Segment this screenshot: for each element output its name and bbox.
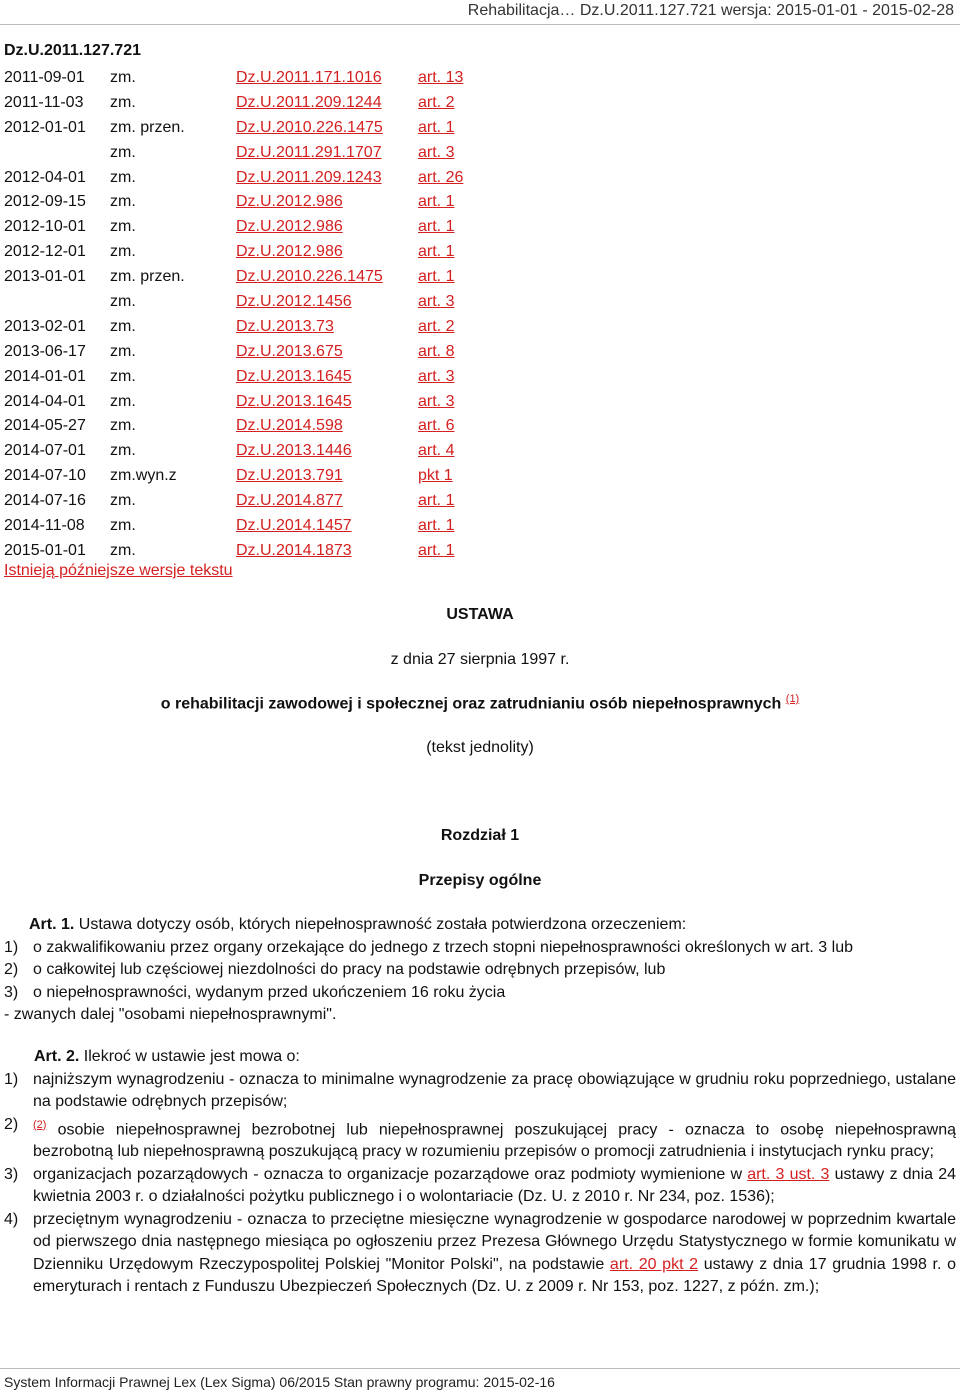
history-article-link[interactable]: art. 3 xyxy=(418,293,455,311)
history-article-link-cell xyxy=(418,464,453,489)
history-article-link[interactable]: art. 1 xyxy=(418,541,455,559)
item-number: 2) xyxy=(4,1115,19,1133)
history-row xyxy=(4,66,604,91)
history-row xyxy=(4,340,604,365)
history-date: 2014-01-01 xyxy=(4,367,86,385)
history-article-link-cell xyxy=(418,116,454,141)
history-article-link-cell xyxy=(418,340,454,365)
history-article-link-cell xyxy=(418,290,454,315)
act-date: z dnia 27 sierpnia 1997 r. xyxy=(390,651,570,668)
header-divider xyxy=(0,24,960,25)
history-change-type: zm. xyxy=(110,193,136,211)
history-row xyxy=(4,365,604,390)
history-article-link[interactable]: art. 1 xyxy=(418,193,455,211)
history-date: 2012-12-01 xyxy=(4,243,86,261)
history-article-link[interactable]: art. 13 xyxy=(418,69,464,86)
item-text: o zakwalifikowaniu przez organy orzekające do jednego z trzech stopni niepełnosprawności określonych w art. 3 lub xyxy=(33,938,853,956)
amendment-history xyxy=(4,66,604,564)
history-act-link-cell xyxy=(236,91,382,116)
history-act-link[interactable]: Dz.U.2014.1873 xyxy=(236,541,352,559)
footer-divider xyxy=(0,1368,960,1369)
article-1-lead xyxy=(4,914,956,937)
history-row xyxy=(4,464,604,489)
item-text: o niepełnosprawności, wydanym przed ukończeniem 16 roku życia xyxy=(33,983,506,1001)
footnote-1-link[interactable]: (1) xyxy=(785,693,800,705)
history-act-link-cell xyxy=(236,215,343,240)
history-article-link-cell xyxy=(418,539,454,564)
history-date: 2011-11-03 xyxy=(4,93,84,111)
item-text: ustawy z dnia 17 grudnia 1998 r. o emeryturach i rentach z Funduszu Ubezpieczeń Społecznych (Dz. U. z 2009 r. Nr 153, poz. 1227, z późn. zm.); xyxy=(33,1255,957,1296)
history-article-link-cell xyxy=(418,166,463,191)
item-number: 2) xyxy=(4,961,19,978)
article-2 xyxy=(4,1046,956,1299)
article-1-item xyxy=(4,937,956,960)
article-1 xyxy=(4,914,956,1027)
history-article-link-cell xyxy=(418,240,454,265)
history-act-link[interactable]: Dz.U.2012.986 xyxy=(236,243,343,261)
history-act-link-cell xyxy=(236,290,352,315)
history-change-type: zm. xyxy=(110,293,136,311)
history-act-link[interactable]: Dz.U.2011.291.1707 xyxy=(236,143,382,161)
history-row xyxy=(4,166,604,191)
footnote-2-link[interactable]: (2) xyxy=(33,1118,47,1131)
history-article-link-cell xyxy=(418,265,454,290)
history-act-link-cell xyxy=(236,116,383,141)
history-act-link[interactable]: Dz.U.2010.226.1475 xyxy=(236,118,383,136)
history-change-type: zm. xyxy=(110,69,136,86)
history-date: 2012-04-01 xyxy=(4,168,86,186)
history-act-link[interactable]: Dz.U.2011.209.1243 xyxy=(236,168,382,186)
article-2-lead xyxy=(4,1046,956,1069)
item-text: ustawy z dnia 24 kwietnia 2003 r. o działalności pożytku publicznego i o wolontariacie (Dz. U. z 2010 r. Nr 234, poz. 1536); xyxy=(33,1165,956,1206)
history-article-link[interactable]: art. 4 xyxy=(418,442,455,460)
history-article-link[interactable]: art. 3 xyxy=(418,143,455,161)
history-change-type: zm. xyxy=(110,93,136,111)
history-article-link-cell xyxy=(418,215,454,240)
history-change-type: zm. xyxy=(110,492,136,510)
history-act-link-cell xyxy=(236,190,343,215)
history-article-link[interactable]: art. 6 xyxy=(418,417,455,435)
history-article-link-cell xyxy=(418,141,454,166)
item-text: osobie niepełnosprawnej bezrobotnej lub niepełnosprawnej poszukującej pracy - oznacza to osobę niepełnosprawną bezrobotną lub niepełnosprawną poszukującą pracy w rozumieniu przepisów o promocji zatrudnienia i instytucjach rynku pracy; xyxy=(33,1120,956,1161)
history-act-link[interactable]: Dz.U.2014.877 xyxy=(236,492,343,510)
history-article-link[interactable]: art. 1 xyxy=(418,118,455,136)
history-date: 2014-05-27 xyxy=(4,417,86,435)
history-date: 2014-11-08 xyxy=(4,517,85,535)
history-change-type: zm. xyxy=(110,168,136,186)
article-2-item xyxy=(4,1164,956,1209)
history-article-link[interactable]: art. 26 xyxy=(418,168,464,186)
history-row xyxy=(4,141,604,166)
history-article-link-cell xyxy=(418,365,454,390)
chapter-title: Przepisy ogólne xyxy=(418,872,542,889)
history-article-link-cell xyxy=(418,439,454,464)
item-number: 3) xyxy=(4,1165,19,1183)
history-act-link[interactable]: Dz.U.2013.1645 xyxy=(236,392,352,410)
history-article-link[interactable]: pkt 1 xyxy=(418,467,453,485)
history-act-link[interactable]: Dz.U.2014.1457 xyxy=(236,517,352,535)
history-act-link-cell xyxy=(236,240,343,265)
article-1-lead-text: Ustawa dotyczy osób, których niepełnosprawność została potwierdzona orzeczeniem: xyxy=(78,916,687,933)
history-date: 2013-02-01 xyxy=(4,317,86,335)
history-article-link-cell xyxy=(418,514,454,539)
history-row xyxy=(4,439,604,464)
item-number: 1) xyxy=(4,938,19,956)
art-20-pkt-2-link[interactable]: art. 20 pkt 2 xyxy=(609,1255,699,1273)
history-act-link[interactable]: Dz.U.2012.986 xyxy=(236,218,343,236)
history-row xyxy=(4,91,604,116)
history-change-type: zm.wyn.z xyxy=(110,467,177,485)
history-act-link[interactable]: Dz.U.2013.1645 xyxy=(236,367,352,385)
history-change-type: zm. xyxy=(110,342,136,360)
history-act-link[interactable]: Dz.U.2012.986 xyxy=(236,193,343,211)
history-act-link-cell xyxy=(236,390,352,415)
history-act-link-cell xyxy=(236,265,383,290)
history-date: 2012-10-01 xyxy=(4,218,86,236)
history-date: 2014-07-01 xyxy=(4,442,86,460)
article-2-item xyxy=(4,1069,956,1114)
history-change-type: zm. xyxy=(110,367,136,385)
history-act-link-cell xyxy=(236,315,334,340)
history-act-link[interactable]: Dz.U.2010.226.1475 xyxy=(236,268,383,286)
history-change-type: zm. xyxy=(110,218,136,236)
history-change-type: zm. przen. xyxy=(110,268,185,286)
history-act-link-cell xyxy=(236,166,382,191)
history-date: 2014-07-10 xyxy=(4,467,86,485)
item-text: przeciętnym wynagrodzeniu - oznacza to przeciętne miesięczne wynagrodzenie w gospodarce narodowej w poprzednim kwartale od pierwszego dnia następnego miesiąca po ogłoszeniu przez Prezesa Głównego Urzędu Statystycznego w formie komunikatu w Dzienniku Urzędowym Rzeczypospolitej Polskiej "Monitor Polski", na podstawie xyxy=(33,1210,956,1273)
history-row xyxy=(4,489,604,514)
act-title xyxy=(0,693,960,713)
item-number: 4) xyxy=(4,1210,19,1228)
history-article-link-cell xyxy=(418,91,454,116)
history-act-link-cell xyxy=(236,489,343,514)
history-change-type: zm. xyxy=(110,442,136,460)
item-number: 3) xyxy=(4,983,19,1001)
history-act-link-cell xyxy=(236,439,352,464)
history-act-link-cell xyxy=(236,539,352,564)
history-article-link[interactable]: art. 3 xyxy=(418,392,455,410)
item-number: 1) xyxy=(4,1070,19,1088)
history-change-type: zm. xyxy=(110,541,136,559)
history-row xyxy=(4,190,604,215)
history-act-link[interactable]: Dz.U.2013.73 xyxy=(236,317,334,335)
later-versions-link[interactable]: Istnieją późniejsze wersje tekstu xyxy=(4,562,233,579)
history-article-link[interactable]: art. 1 xyxy=(418,492,455,510)
item-text: najniższym wynagrodzeniu - oznacza to minimalne wynagrodzenie za pracę obowiązujące w grudniu roku poprzedniego, ustalane na podstawie odrębnych przepisów; xyxy=(33,1070,956,1110)
history-date: 2013-01-01 xyxy=(4,268,86,286)
act-variant: (tekst jednolity) xyxy=(426,739,534,756)
history-change-type: zm. xyxy=(110,243,136,261)
history-date: 2012-09-15 xyxy=(4,193,86,211)
article-2-item xyxy=(4,1209,956,1299)
history-date: 2014-04-01 xyxy=(4,392,86,410)
item-text: organizacjach pozarządowych - oznacza to organizacje pozarządowe oraz podmioty wymienione w xyxy=(33,1165,743,1183)
history-article-link-cell xyxy=(418,489,454,514)
chapter-number: Rozdział 1 xyxy=(440,827,520,844)
history-article-link[interactable]: art. 1 xyxy=(418,243,455,261)
history-row xyxy=(4,514,604,539)
history-article-link-cell xyxy=(418,315,454,340)
history-article-link[interactable]: art. 8 xyxy=(418,342,455,360)
history-row xyxy=(4,414,604,439)
history-change-type: zm. xyxy=(110,417,136,435)
history-act-link[interactable]: Dz.U.2013.1446 xyxy=(236,442,352,460)
history-article-link-cell xyxy=(418,414,454,439)
article-1-closing: - zwanych dalej "osobami niepełnosprawnymi". xyxy=(4,1006,337,1023)
history-act-link-cell xyxy=(236,141,382,166)
history-change-type: zm. przen. xyxy=(110,118,185,136)
history-article-link-cell xyxy=(418,190,454,215)
history-date: 2013-06-17 xyxy=(4,342,86,360)
history-act-link-cell xyxy=(236,66,382,91)
history-article-link[interactable]: art. 1 xyxy=(418,517,455,535)
history-act-link-cell xyxy=(236,414,343,439)
history-date: 2015-01-01 xyxy=(4,541,86,559)
history-act-link-cell xyxy=(236,340,343,365)
history-act-link[interactable]: Dz.U.2013.675 xyxy=(236,342,343,360)
history-change-type: zm. xyxy=(110,143,136,161)
history-row xyxy=(4,215,604,240)
history-article-link[interactable]: art. 2 xyxy=(418,93,455,111)
history-date: 2014-07-16 xyxy=(4,492,86,510)
article-2-item xyxy=(4,1114,956,1164)
article-1-item xyxy=(4,959,956,982)
history-act-link[interactable]: Dz.U.2013.791 xyxy=(236,467,343,485)
history-act-link[interactable]: Dz.U.2012.1456 xyxy=(236,293,352,311)
history-act-link[interactable]: Dz.U.2014.598 xyxy=(236,417,343,435)
history-act-link[interactable]: Dz.U.2011.209.1244 xyxy=(236,93,382,111)
history-article-link-cell xyxy=(418,390,454,415)
history-article-link-cell xyxy=(418,66,463,91)
art-3-ust-3-link[interactable]: art. 3 ust. 3 xyxy=(747,1165,830,1183)
act-kind: USTAWA xyxy=(446,606,514,623)
page-footer: System Informacji Prawnej Lex (Lex Sigma) 06/2015 Stan prawny programu: 2015-02-16 xyxy=(4,1374,555,1390)
history-article-link[interactable]: art. 2 xyxy=(418,317,455,335)
article-1-label: Art. 1. xyxy=(29,916,75,933)
history-row xyxy=(4,390,604,415)
history-change-type: zm. xyxy=(110,517,136,535)
history-article-link[interactable]: art. 1 xyxy=(418,218,455,236)
history-change-type: zm. xyxy=(110,392,136,410)
document-id: Dz.U.2011.127.721 xyxy=(4,42,141,59)
history-article-link[interactable]: art. 1 xyxy=(418,268,455,286)
history-date: 2011-09-01 xyxy=(4,69,85,86)
article-2-lead-text: Ilekroć w ustawie jest mowa o: xyxy=(83,1048,300,1065)
history-row xyxy=(4,116,604,141)
history-date: 2012-01-01 xyxy=(4,118,86,136)
history-act-link[interactable]: Dz.U.2011.171.1016 xyxy=(236,69,382,86)
item-text: o całkowitej lub częściowej niezdolności do pracy na podstawie odrębnych przepisów, lub xyxy=(33,961,666,978)
history-row xyxy=(4,315,604,340)
act-title-text: o rehabilitacji zawodowej i społecznej oraz zatrudnianiu osób niepełnosprawnych xyxy=(160,695,782,713)
history-act-link-cell xyxy=(236,514,352,539)
history-row xyxy=(4,290,604,315)
history-row xyxy=(4,240,604,265)
history-row xyxy=(4,539,604,564)
page-header: Rehabilitacja… Dz.U.2011.127.721 wersja: 2015-01-01 - 2015-02-28 xyxy=(467,2,954,19)
history-act-link-cell xyxy=(236,365,352,390)
history-row xyxy=(4,265,604,290)
history-article-link[interactable]: art. 3 xyxy=(418,367,455,385)
article-2-label: Art. 2. xyxy=(34,1048,80,1065)
article-1-item xyxy=(4,982,956,1005)
history-act-link-cell xyxy=(236,464,343,489)
history-change-type: zm. xyxy=(110,317,136,335)
